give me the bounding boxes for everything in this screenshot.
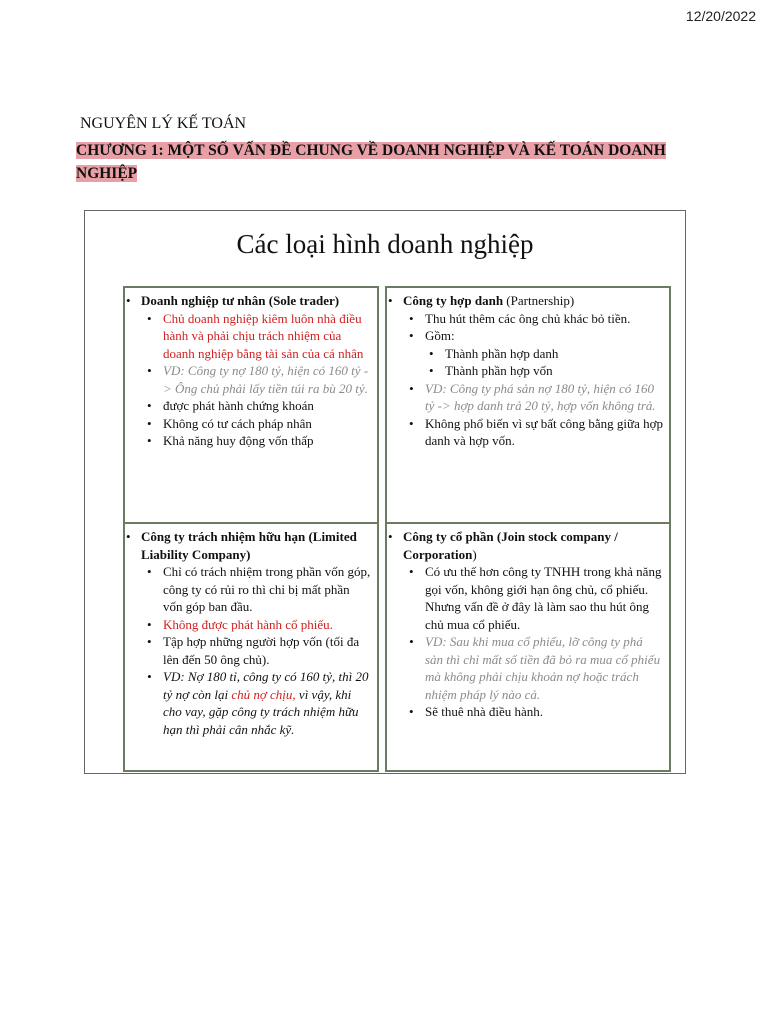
page-date: 12/20/2022 (685, 8, 756, 24)
list-item: • VD: Công ty phá sản nợ 180 tỷ, hiện có 160 tỷ -> hợp danh trả 20 tỷ, hợp vốn không trả. (425, 380, 663, 415)
list-item: • Không được phát hành cổ phiếu. (163, 616, 371, 634)
box-heading: • Doanh nghiệp tư nhân (Sole trader) (141, 292, 371, 310)
box-heading: • Công ty trách nhiệm hữu hạn (Limited Liability Company) (141, 528, 371, 563)
bullet-list (403, 310, 663, 450)
bullet-list (141, 310, 371, 450)
bullet-list (403, 563, 663, 721)
bullet-list (141, 563, 371, 738)
slide-title: Các loại hình doanh nghiệp (236, 229, 534, 259)
box-corporation (385, 522, 671, 772)
box-heading (403, 292, 663, 310)
list-item: • Không phổ biến vì sự bất công bằng giữa hợp danh và hợp vốn. (425, 415, 663, 450)
chapter-title (76, 139, 686, 185)
list-item: • Tập hợp những người hợp vốn (tối đa lên đến 50 ông chủ). (163, 633, 371, 668)
list-item: • Sẽ thuê nhà điều hành. (425, 703, 663, 721)
list-item (425, 327, 663, 380)
list-item-text: Gồm: (425, 328, 455, 343)
list-item: • Có ưu thế hơn công ty TNHH trong khả năng gọi vốn, không giới hạn ông chủ, cổ phiếu. Nhưng vấn đề ở đây là làm sao thu hút ông chủ mua cổ phiếu. (425, 563, 663, 633)
example-highlight: chủ nợ chịu, (231, 686, 296, 702)
list-item: • được phát hành chứng khoán (163, 397, 371, 415)
list-item: • VD: Công ty nợ 180 tỷ, hiện có 160 tỷ -> Ông chủ phải lấy tiền túi ra bù 20 tỷ. (163, 362, 371, 397)
heading-text: Công ty hợp danh (403, 293, 504, 308)
box-llc (123, 522, 379, 772)
list-item: • Thu hút thêm các ông chủ khác bỏ tiền. (425, 310, 663, 328)
box-heading (403, 528, 663, 563)
heading-paren: (Partnership) (506, 293, 575, 308)
box-sole-trader (123, 286, 379, 524)
example-text-end: vì vậy, khi cho vay, gặp công ty trách nhiệm hữu hạn thì phải cân nhắc kỹ. (163, 686, 359, 737)
slide-image (84, 210, 686, 774)
list-item: • Khả năng huy động vốn thấp (163, 432, 371, 450)
example-text: VD: Nợ 180 tỉ, công ty có 160 tỷ, thì 20 tỷ nợ còn lại (163, 669, 369, 702)
subject-title: NGUYÊN LÝ KẾ TOÁN (80, 115, 247, 132)
heading-close: ) (472, 546, 477, 562)
list-item: • Chỉ có trách nhiệm trong phần vốn góp, công ty có rủi ro thì chỉ bị mất phần vốn góp ban đầu. (163, 563, 371, 616)
sub-item: • Thành phần hợp danh (445, 345, 663, 363)
list-item: • Không có tư cách pháp nhân (163, 415, 371, 433)
heading-text: Công ty cổ phần (Join stock company / Corporation (403, 529, 618, 562)
list-item: • Chủ doanh nghiệp kiêm luôn nhà điều hành và phải chịu trách nhiệm của doanh nghiệp bằng tài sản của cá nhân (163, 310, 371, 363)
list-item (163, 668, 371, 738)
business-types-grid (123, 286, 673, 761)
box-partnership (385, 286, 671, 524)
chapter-highlight: CHƯƠNG 1: MỘT SỐ VẤN ĐỀ CHUNG VỀ DOANH NGHIỆP VÀ KẾ TOÁN DOANH NGHIỆP (76, 142, 666, 182)
list-item: • VD: Sau khi mua cổ phiếu, lỡ công ty phá sản thì chỉ mất số tiền đã bỏ ra mua cổ phiếu mà không phải chịu khoản nợ hoặc trách nhiệm pháp lý nào cả. (425, 633, 663, 703)
sub-list (425, 345, 663, 380)
sub-item: • Thành phần hợp vốn (445, 362, 663, 380)
